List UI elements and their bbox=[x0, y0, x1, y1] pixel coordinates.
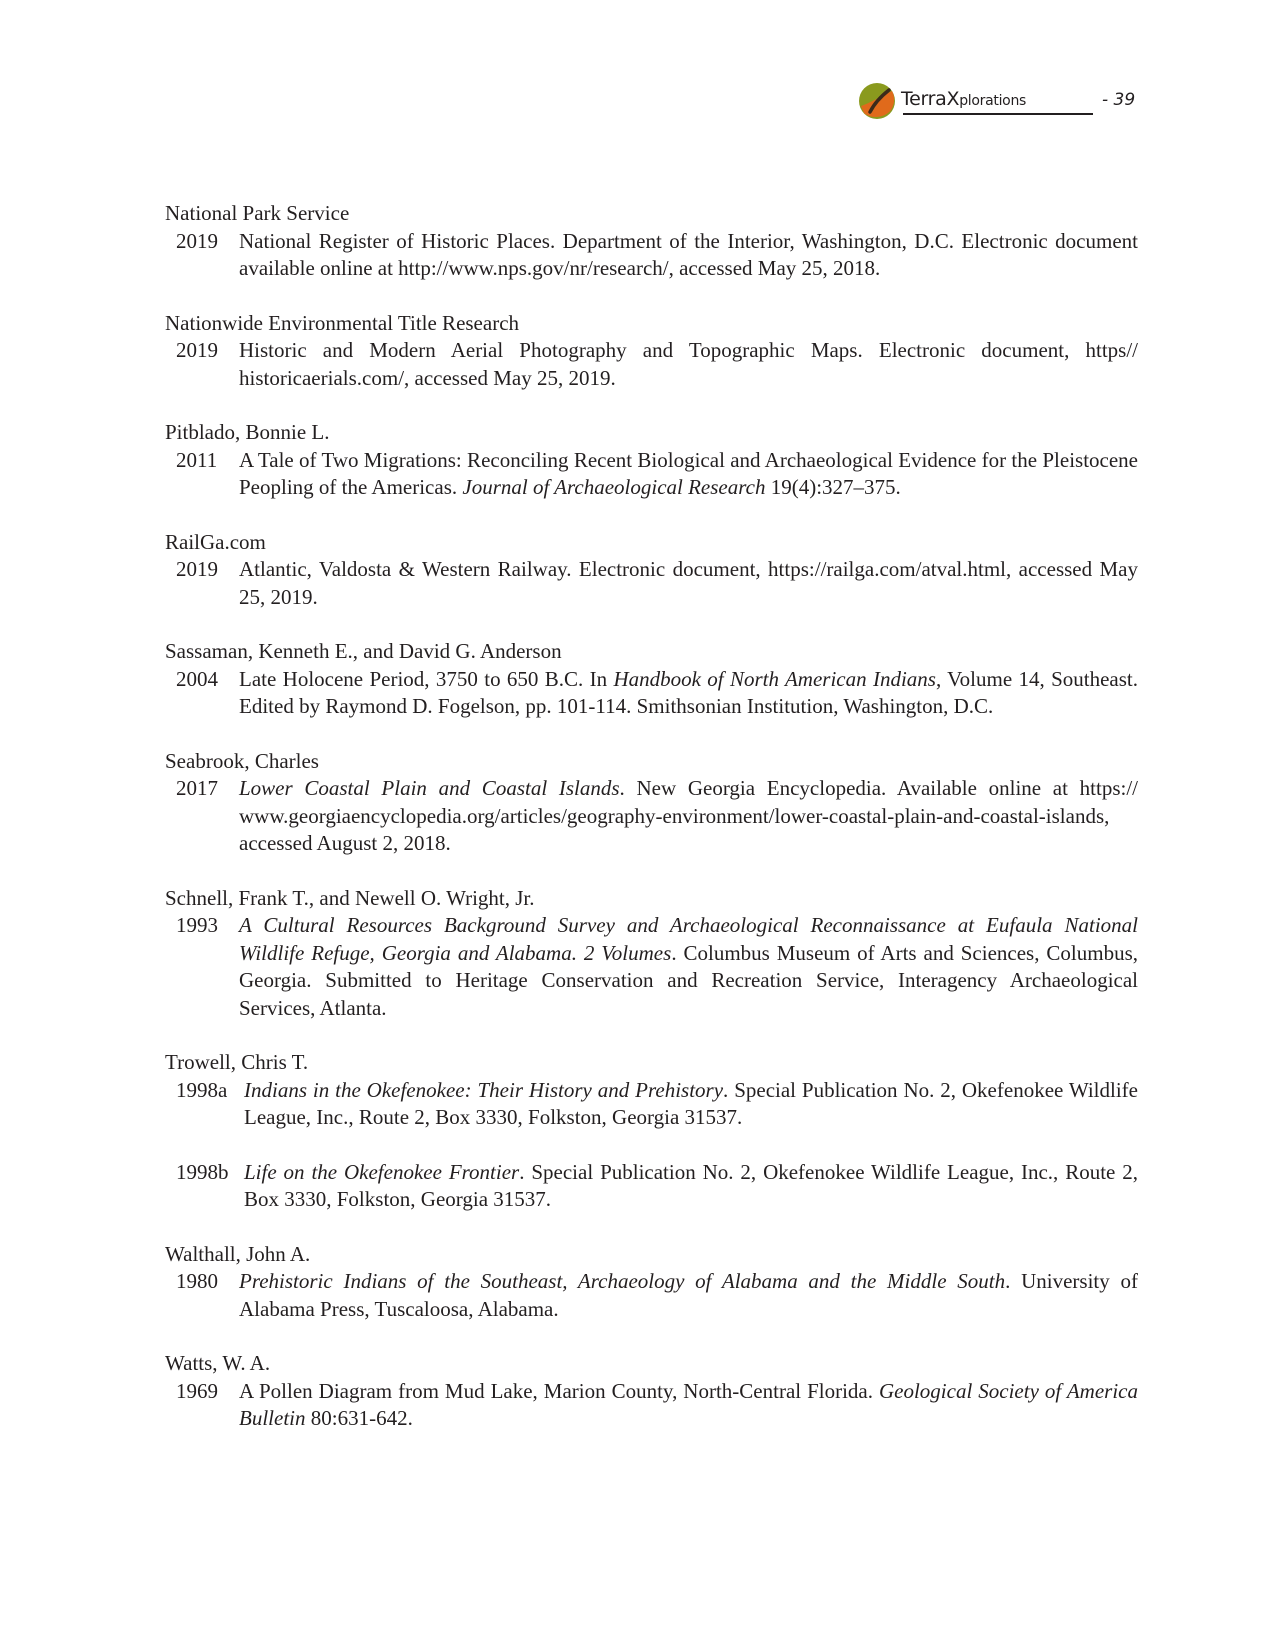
reference-item bbox=[176, 775, 1138, 858]
reference-author: Seabrook, Charles bbox=[165, 748, 319, 773]
terraxplorations-logo-icon bbox=[858, 82, 896, 120]
reference-title-italic: A Cultural Resources Background Survey and Archaeological Reconnaissance at Eufaula National Wildlife Refuge, Georgia and Alabama. 2 Volumes bbox=[239, 913, 1138, 965]
reference-item bbox=[176, 556, 1138, 611]
reference-text-segment: . Special Publication No. 2, Okefenokee Wildlife League, Inc., Route 2, Box 3330, Folkston, Georgia 31537. bbox=[244, 1077, 1138, 1129]
reference-item bbox=[176, 912, 1138, 1022]
reference-title-italic: Lower Coastal Plain and Coastal Islands bbox=[239, 776, 620, 800]
reference-author: RailGa.com bbox=[165, 529, 266, 554]
reference-author: Pitblado, Bonnie L. bbox=[165, 420, 330, 444]
reference-entry bbox=[165, 1049, 1138, 1214]
reference-entry bbox=[165, 200, 1138, 283]
reference-entry bbox=[165, 1350, 1138, 1433]
reference-entry bbox=[165, 310, 1138, 393]
references-list bbox=[165, 200, 1138, 1460]
reference-entry bbox=[165, 1241, 1138, 1324]
reference-year: 2019 bbox=[176, 557, 218, 581]
reference-text-segment: . Special Publication No. 2, Okefenokee Wildlife League, Inc., Route 2, Box 3330, Folkston, Georgia 31537. bbox=[244, 1159, 1138, 1211]
reference-author: Nationwide Environmental Title Research bbox=[165, 310, 520, 335]
reference-text bbox=[239, 775, 1138, 858]
reference-year: 2017 bbox=[176, 776, 218, 800]
reference-text-segment: 19(4):327–375. bbox=[765, 475, 901, 499]
reference-text bbox=[239, 1268, 1138, 1323]
reference-item bbox=[176, 666, 1138, 721]
page-header bbox=[858, 82, 1138, 122]
reference-item bbox=[176, 1378, 1138, 1433]
reference-year: 1993 bbox=[176, 913, 218, 937]
reference-entry bbox=[165, 419, 1138, 502]
reference-entry bbox=[165, 529, 1138, 612]
reference-text bbox=[239, 228, 1138, 283]
page-number: - 39 bbox=[1102, 90, 1136, 110]
reference-entry bbox=[165, 638, 1138, 721]
reference-text bbox=[244, 1077, 1138, 1132]
reference-text bbox=[239, 666, 1138, 721]
reference-title-italic: Geological Society of America Bulletin bbox=[239, 1378, 1138, 1430]
reference-title-italic: Indians in the Okefenokee: Their History and Prehistory bbox=[244, 1077, 724, 1102]
reference-item bbox=[176, 337, 1138, 392]
reference-text bbox=[244, 1159, 1138, 1214]
reference-author: Schnell, Frank T., and Newell O. Wright, Jr. bbox=[165, 885, 535, 910]
brand-underline bbox=[903, 113, 1093, 115]
reference-year: 2004 bbox=[176, 666, 218, 691]
reference-entry bbox=[165, 885, 1138, 1023]
reference-text-segment: , Volume 14, Southeast. Edited by Raymond D. Fogelson, pp. 101-114. Smithsonian Institution, Washington, D.C. bbox=[239, 666, 1138, 718]
reference-text-segment: . New Georgia Encyclopedia. Available online at https:// www.georgiaencyclopedia.org/articles/geography-environment/lower-coastal-plain-and-coastal-islands, accessed August 2, 2018. bbox=[239, 776, 1138, 855]
reference-year: 2011 bbox=[176, 447, 218, 472]
reference-year: 1998b bbox=[176, 1159, 229, 1184]
reference-title-italic: Handbook of North American Indians bbox=[613, 666, 936, 691]
reference-author: Watts, W. A. bbox=[165, 1351, 271, 1375]
reference-title-italic: Life on the Okefenokee Frontier bbox=[244, 1159, 520, 1184]
reference-text-segment: A Pollen Diagram from Mud Lake, Marion County, North-Central Florida. bbox=[239, 1378, 879, 1403]
reference-author: Sassaman, Kenneth E., and David G. Anderson bbox=[165, 639, 562, 663]
reference-text-segment: Late Holocene Period, 3750 to 650 B.C. In bbox=[239, 666, 614, 691]
reference-text-segment: Historic and Modern Aerial Photography and Topographic Maps. Electronic document, https// historicaerials.com/, accessed May 25, 2019. bbox=[239, 338, 1138, 390]
reference-year: 2019 bbox=[176, 338, 218, 362]
reference-author: National Park Service bbox=[165, 201, 350, 225]
reference-text-segment: A Tale of Two Migrations: Reconciling Recent Biological and Archaeological Evidence for the Pleistocene Peopling of the Americas. bbox=[239, 447, 1138, 499]
reference-text bbox=[239, 1378, 1138, 1433]
reference-year: 1980 bbox=[176, 1269, 218, 1293]
reference-year: 1998a bbox=[176, 1077, 228, 1102]
reference-item bbox=[176, 1268, 1138, 1323]
reference-text-segment: . University of Alabama Press, Tuscaloosa, Alabama. bbox=[239, 1269, 1138, 1321]
reference-item bbox=[176, 447, 1138, 502]
reference-title-italic: Journal of Archaeological Research bbox=[462, 475, 766, 499]
reference-item bbox=[176, 228, 1138, 283]
reference-year: 1969 bbox=[176, 1378, 218, 1403]
reference-entry bbox=[165, 748, 1138, 858]
reference-text bbox=[239, 447, 1138, 502]
reference-year: 2019 bbox=[176, 228, 218, 253]
brand-name: TerraXplorations bbox=[901, 88, 1027, 110]
reference-item bbox=[176, 1159, 1138, 1214]
reference-author: Walthall, John A. bbox=[165, 1241, 311, 1266]
reference-text bbox=[239, 556, 1138, 611]
reference-text-segment: National Register of Historic Places. Department of the Interior, Washington, D.C. Electronic document available online at http://www.nps.gov/nr/research/, accessed May 25, 2018. bbox=[239, 228, 1138, 280]
reference-text-segment: Atlantic, Valdosta & Western Railway. Electronic document, https://railga.com/atval.html, accessed May 25, 2019. bbox=[239, 557, 1138, 609]
reference-title-italic: Prehistoric Indians of the Southeast, Archaeology of Alabama and the Middle South bbox=[239, 1269, 1006, 1293]
reference-author: Trowell, Chris T. bbox=[165, 1050, 309, 1074]
reference-item bbox=[176, 1077, 1138, 1132]
reference-text-segment: 80:631-642. bbox=[305, 1406, 413, 1430]
reference-text bbox=[239, 912, 1138, 1022]
reference-text bbox=[239, 337, 1138, 392]
reference-text-segment: . Columbus Museum of Arts and Sciences, Columbus, Georgia. Submitted to Heritage Conservation and Recreation Service, Interagency Archaeological Services, Atlanta. bbox=[239, 940, 1138, 1020]
